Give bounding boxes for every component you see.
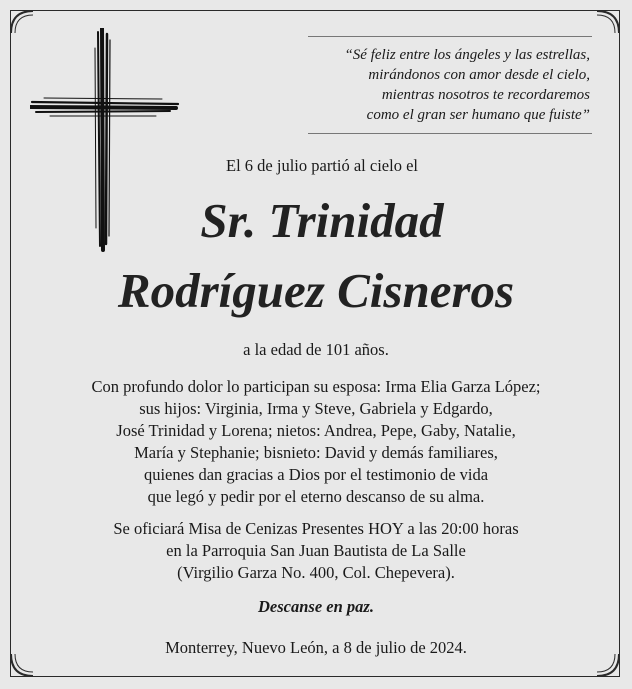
deceased-name-line1: Sr. Trinidad <box>200 193 444 248</box>
quote-box <box>308 36 592 134</box>
mass-line: en la Parroquia San Juan Bautista de La Salle <box>166 541 466 560</box>
family-line: Con profundo dolor lo participan su esposa: Irma Elia Garza López; <box>91 377 541 396</box>
family-paragraph <box>0 376 632 508</box>
quote-line: mientras nosotros te recordaremos <box>381 87 590 103</box>
mass-line: Se oficiará Misa de Cenizas Presentes HOY a las 20:00 horas <box>113 519 519 538</box>
age-text: a la edad de 101 años. <box>243 340 389 359</box>
family-line: José Trinidad y Lorena; nietos: Andrea, Pepe, Gaby, Natalie, <box>116 421 516 440</box>
place-date: Monterrey, Nuevo León, a 8 de julio de 2024. <box>165 638 467 657</box>
closing-text: Descanse en paz. <box>258 597 374 616</box>
deceased-name-line2: Rodríguez Cisneros <box>117 263 515 318</box>
family-line: quienes dan gracias a Dios por el testimonio de vida <box>143 465 489 484</box>
quote-line: mirándonos con amor desde el cielo, <box>368 67 590 83</box>
mass-paragraph <box>0 518 632 584</box>
intro-text: El 6 de julio partió al cielo el <box>226 156 418 175</box>
quote-line: como el gran ser humano que fuiste” <box>366 107 590 123</box>
corner-ornament-icon <box>595 11 619 35</box>
family-line: que legó y pedir por el eterno descanso de su alma. <box>147 487 485 506</box>
mass-line: (Virgilio Garza No. 400, Col. Chepevera). <box>177 563 455 582</box>
family-line: sus hijos: Virginia, Irma y Steve, Gabriela y Edgardo, <box>139 399 493 418</box>
quote-line: “Sé feliz entre los ángeles y las estrellas, <box>344 47 590 63</box>
family-line: María y Stephanie; bisnieto: David y demás familiares, <box>134 443 498 462</box>
